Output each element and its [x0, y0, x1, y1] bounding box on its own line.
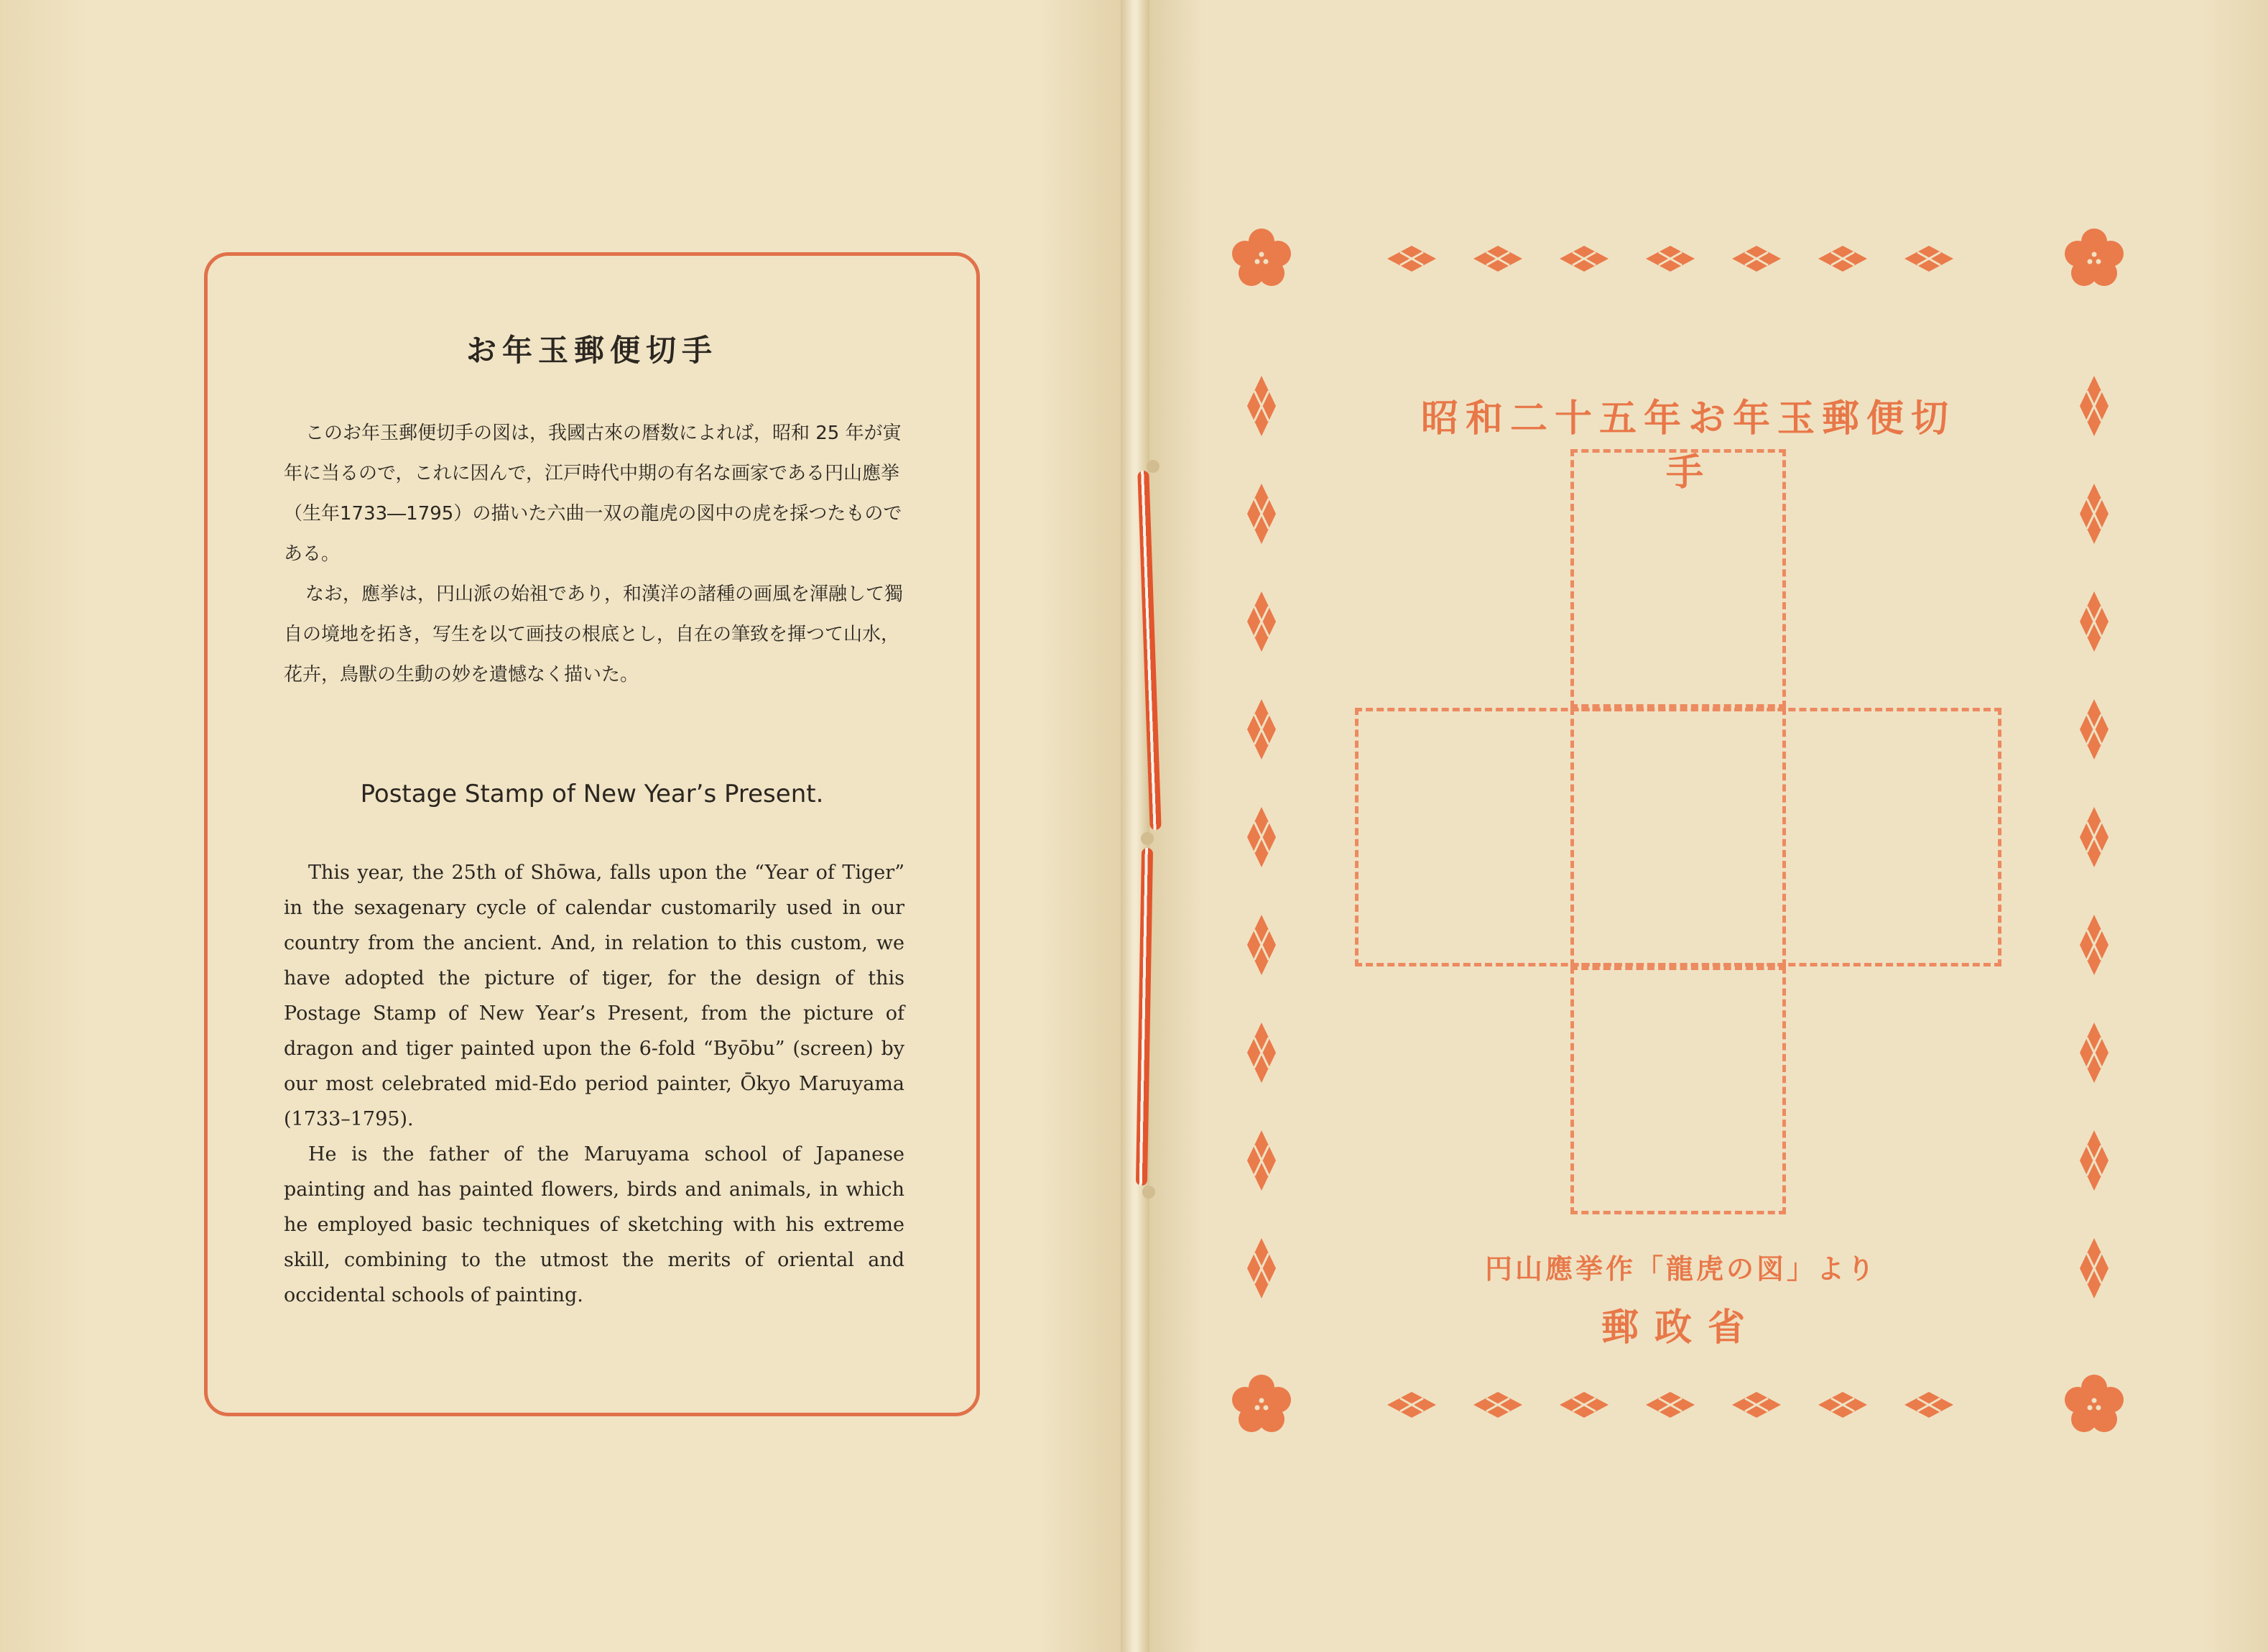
diamond-ornament-icon — [1247, 915, 1276, 975]
diamond-ornament-icon — [2080, 376, 2109, 436]
plum-blossom-icon — [1232, 229, 1291, 286]
stamp-outline-bottom — [1570, 966, 1786, 1214]
stamp-sheet-title: 昭和二十五年お年玉郵便切手 — [1420, 397, 1955, 494]
diamond-ornament-icon — [1732, 1392, 1781, 1418]
diamond-ornament-icon — [1818, 246, 1867, 272]
plum-blossom-icon — [2065, 229, 2124, 286]
diamond-ornament-icon — [1904, 1392, 1953, 1418]
diamond-ornament-icon — [1247, 807, 1276, 867]
diamond-ornament-icon — [1473, 1392, 1522, 1418]
bottom-diamond-row — [1387, 1392, 1953, 1418]
left-diamond-column — [1247, 376, 1276, 1298]
diamond-ornament-icon — [1247, 1130, 1276, 1191]
top-diamond-row — [1387, 246, 1953, 272]
diamond-ornament-icon — [1247, 1023, 1276, 1083]
diamond-ornament-icon — [2080, 1238, 2109, 1298]
diamond-ornament-icon — [1247, 1238, 1276, 1298]
jp-paragraph-1: このお年玉郵便切手の図は，我國古來の暦数によれば，昭和 25 年が寅年に当るので，これに因んで，江戸時代中期の有名な画家である円山應挙（生年1733―1795）の描いた六曲一双の龍虎の図中の虎を採つたものである。 — [284, 423, 902, 565]
diamond-ornament-icon — [1473, 246, 1522, 272]
diamond-ornament-icon — [1247, 376, 1276, 436]
diamond-ornament-icon — [1560, 1392, 1609, 1418]
diamond-ornament-icon — [1387, 1392, 1436, 1418]
diamond-ornament-icon — [1818, 1392, 1867, 1418]
diamond-ornament-icon — [2080, 591, 2109, 652]
diamond-ornament-icon — [1247, 699, 1276, 760]
diamond-ornament-icon — [2080, 699, 2109, 760]
diamond-ornament-icon — [1732, 246, 1781, 272]
diamond-ornament-icon — [2080, 484, 2109, 544]
diamond-ornament-icon — [1247, 591, 1276, 652]
plum-blossom-icon — [1232, 1375, 1291, 1432]
stamp-outline-center — [1570, 708, 1786, 966]
publisher-name: 郵政省 — [1601, 1306, 1761, 1349]
diamond-ornament-icon — [1646, 1392, 1695, 1418]
diamond-ornament-icon — [2080, 1130, 2109, 1191]
jp-paragraph-2: なお，應挙は，円山派の始祖であり，和漢洋の諸種の画風を渾融して獨自の境地を拓き，写生を以て画技の根底とし，自在の筆致を揮つて山水，花卉，鳥獸の生動の妙を遺憾なく描いた。 — [284, 583, 904, 686]
en-title: Postage Stamp of New Year’s Present. — [360, 780, 824, 808]
diamond-ornament-icon — [1904, 246, 1953, 272]
diamond-ornament-icon — [1560, 246, 1609, 272]
right-diamond-column — [2080, 376, 2109, 1298]
diamond-ornament-icon — [2080, 1023, 2109, 1083]
plum-blossom-icon — [2065, 1375, 2124, 1432]
en-paragraph-2: He is the father of the Maruyama school of Japanese painting and has painted flowers, birds and animals, in which he employed basic techniques of sketching with his extreme skill, combining to the utmost the merits of oriental and occidental schools of painting. — [284, 1143, 904, 1306]
stamp-outline-top — [1570, 449, 1786, 708]
diamond-ornament-icon — [2080, 915, 2109, 975]
diamond-ornament-icon — [2080, 807, 2109, 867]
artwork-credit: 円山應挙作「龍虎の図」より — [1484, 1253, 1877, 1285]
en-paragraph-1: This year, the 25th of Shōwa, falls upon the “Year of Tiger” in the sexagenary cycle of calendar customarily used in our country from the ancient. And, in relation to this custom, we have adopted the picture of tiger, for the design of this Postage Stamp of New Year’s Present, from the picture of dragon and tiger painted upon the 6-fold “Byōbu” (screen) by our most celebrated mid-Edo period painter, Ōkyo Maruyama (1733–1795). — [284, 862, 904, 1130]
diamond-ornament-icon — [1387, 246, 1436, 272]
diamond-ornament-icon — [1646, 246, 1695, 272]
diamond-ornament-icon — [1247, 484, 1276, 544]
jp-title: お年玉郵便切手 — [466, 333, 718, 368]
